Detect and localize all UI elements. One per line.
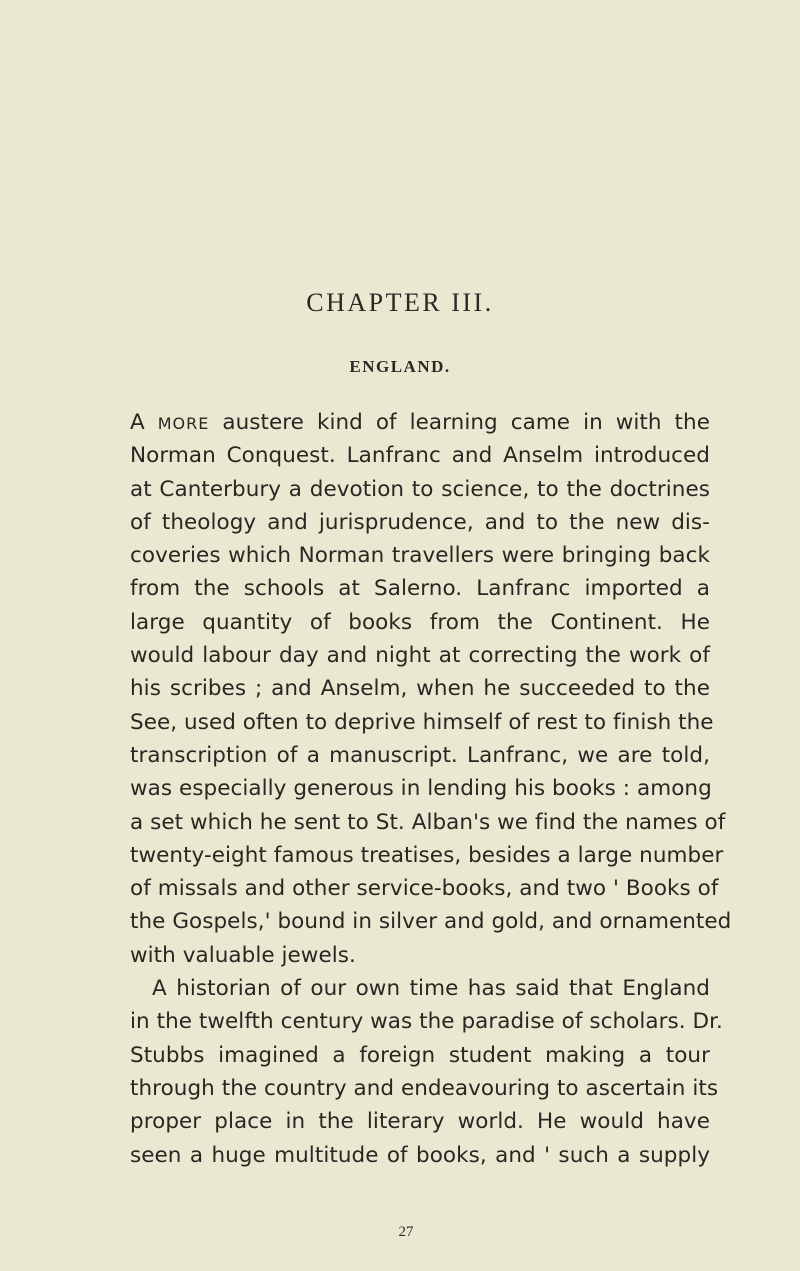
text-line: the Gospels,' bound in silver and gold, and ornamented [130,909,732,935]
text-line: Stubbs imagined a foreign student making a tour [130,1042,710,1068]
text-line: Norman Conquest. Lanfranc and Anselm introduced [130,443,710,469]
text-line: proper place in the literary world. He would have [130,1109,710,1135]
text-line: at Canterbury a devotion to science, to the doctrines [130,476,710,502]
text-line: coveries which Norman travellers were bringing back [130,543,710,569]
text-line: through the country and endeavouring to ascertain its [130,1075,719,1101]
text-line: of missals and other service-books, and two ' Books of [130,876,719,902]
text-line: a set which he sent to St. Alban's we find the names of [130,809,726,835]
text-line: his scribes ; and Anselm, when he succeeded to the [130,676,710,702]
body-text [130,406,732,1172]
text-line: twenty-eight famous treatises, besides a large number [130,842,724,868]
text-line: in the twelfth century was the paradise of scholars. Dr. [130,1009,723,1035]
text-line: See, used often to deprive himself of rest to finish the [130,709,714,735]
page-number: 27 [398,1224,414,1240]
text-line: A historian of our own time has said that England [152,976,710,1002]
text-line: was especially generous in lending his books : among [130,776,712,802]
text-line: large quantity of books from the Continent. He [130,609,710,635]
opening-small-caps: MORE [157,414,210,433]
first-line-rest: austere kind of learning came in with the [222,410,710,435]
text-line: would labour day and night at correcting the work of [130,643,710,669]
text-line: transcription of a manuscript. Lanfranc, we are told, [130,742,710,768]
text-line: of theology and jurisprudence, and to the new dis- [130,509,710,535]
chapter-subtitle: ENGLAND. [349,357,451,376]
chapter-title: CHAPTER III. [306,288,494,317]
opening-letter: A [130,410,145,435]
text-line: from the schools at Salerno. Lanfranc imported a [130,576,710,602]
text-line [130,406,710,439]
text-line: seen a huge multitude of books, and ' such a supply [130,1142,710,1168]
text-line: with valuable jewels. [130,942,356,968]
